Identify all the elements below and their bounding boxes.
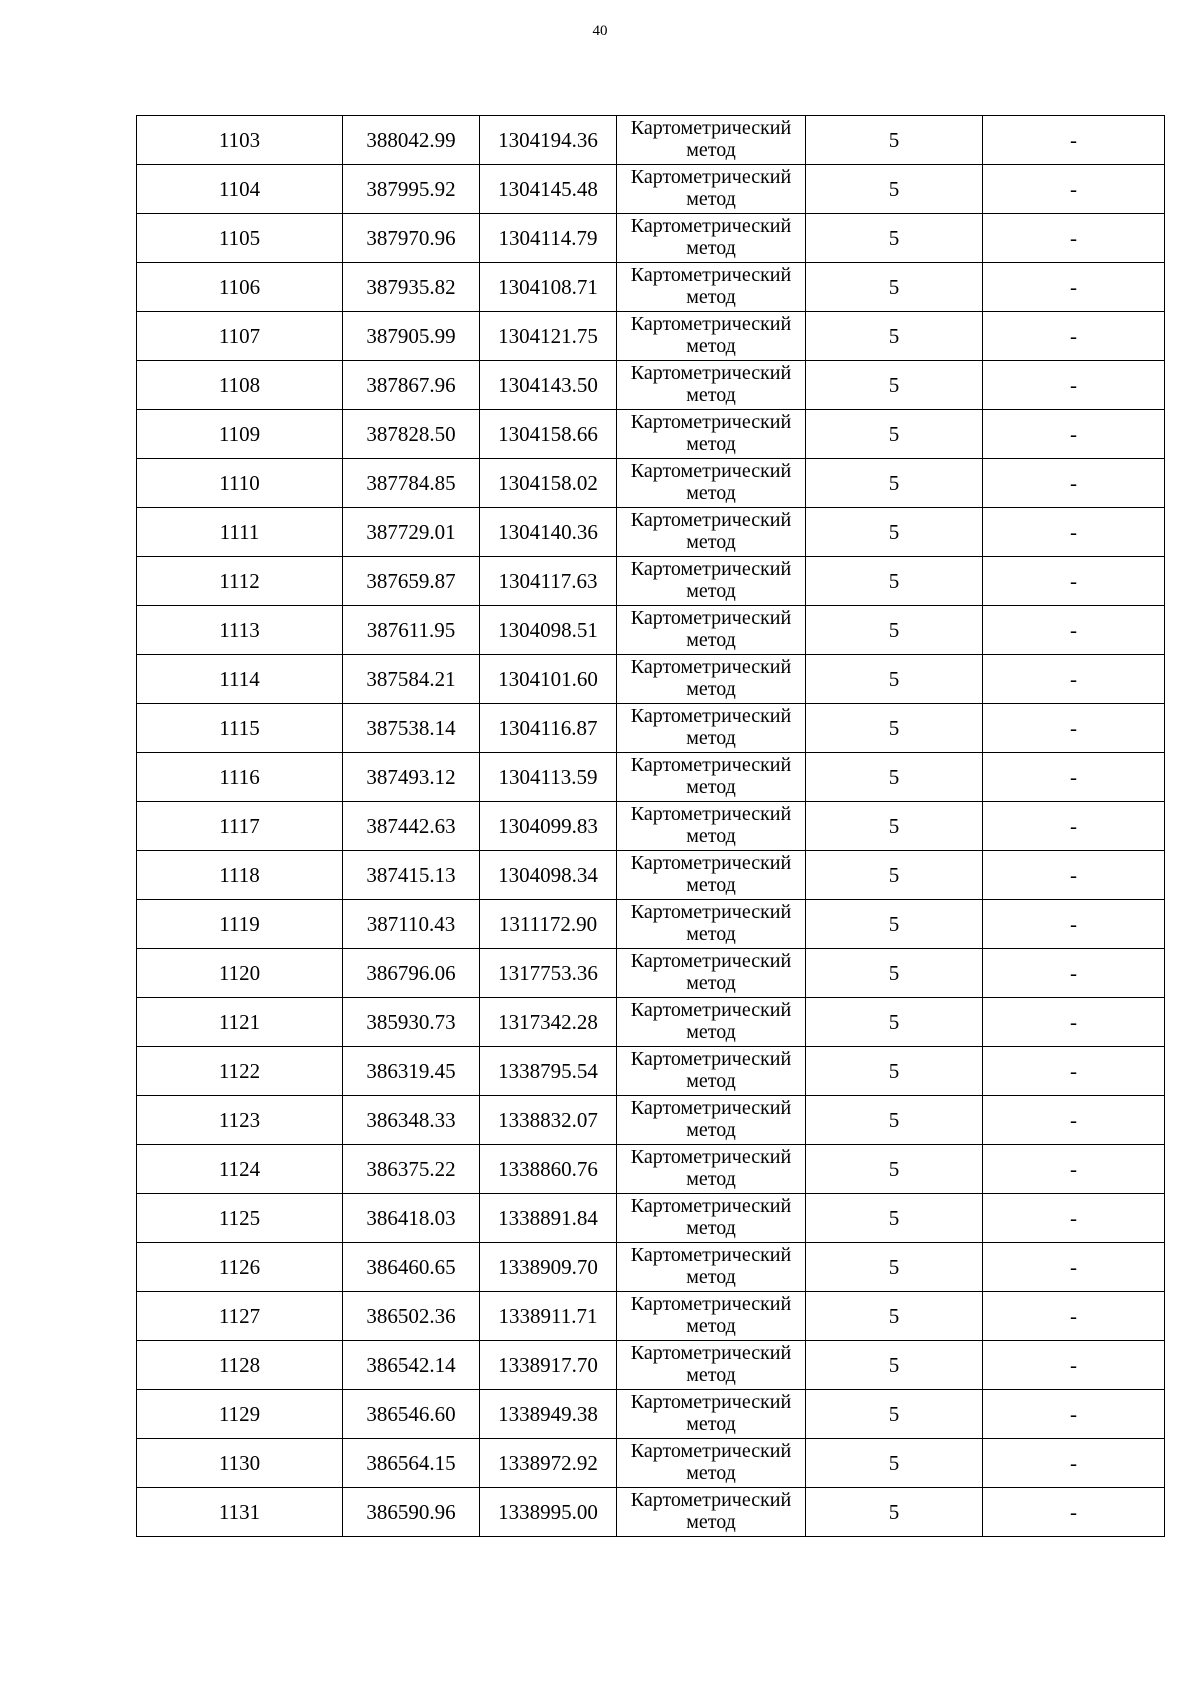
y-coordinate-cell: 1304108.71: [480, 263, 617, 312]
method-text-line: метод: [686, 335, 736, 357]
method-text-line: Картометрический: [630, 215, 792, 237]
x-coordinate-cell: 386796.06: [343, 949, 480, 998]
method-text-line: метод: [686, 1021, 736, 1043]
note-cell: -: [983, 704, 1165, 753]
note-cell: -: [983, 165, 1165, 214]
precision-cell: 5: [806, 753, 983, 802]
method-cell: [617, 459, 806, 508]
x-coordinate-cell: 387905.99: [343, 312, 480, 361]
x-coordinate-cell: 386546.60: [343, 1390, 480, 1439]
table-row: [137, 214, 1165, 263]
method-text-line: Картометрический: [630, 362, 792, 384]
method-text-line: метод: [686, 531, 736, 553]
note-cell: -: [983, 1488, 1165, 1537]
method-cell: [617, 1096, 806, 1145]
table-row: [137, 753, 1165, 802]
method-text-line: метод: [686, 237, 736, 259]
x-coordinate-cell: 387493.12: [343, 753, 480, 802]
y-coordinate-cell: 1338972.92: [480, 1439, 617, 1488]
method-cell: [617, 704, 806, 753]
y-coordinate-cell: 1304098.34: [480, 851, 617, 900]
method-cell: [617, 1243, 806, 1292]
y-coordinate-cell: 1304114.79: [480, 214, 617, 263]
method-text-line: метод: [686, 678, 736, 700]
method-text-line: метод: [686, 1462, 736, 1484]
method-text-line: Картометрический: [630, 166, 792, 188]
x-coordinate-cell: 386319.45: [343, 1047, 480, 1096]
method-text-line: метод: [686, 1413, 736, 1435]
method-text-line: метод: [686, 972, 736, 994]
method-text-line: метод: [686, 139, 736, 161]
y-coordinate-cell: 1338832.07: [480, 1096, 617, 1145]
precision-cell: 5: [806, 1439, 983, 1488]
method-cell: [617, 1145, 806, 1194]
y-coordinate-cell: 1338995.00: [480, 1488, 617, 1537]
method-text-line: метод: [686, 384, 736, 406]
x-coordinate-cell: 387729.01: [343, 508, 480, 557]
precision-cell: 5: [806, 1292, 983, 1341]
method-text-line: Картометрический: [630, 117, 792, 139]
note-cell: -: [983, 312, 1165, 361]
y-coordinate-cell: 1304101.60: [480, 655, 617, 704]
x-coordinate-cell: 387584.21: [343, 655, 480, 704]
x-coordinate-cell: 386348.33: [343, 1096, 480, 1145]
precision-cell: 5: [806, 1096, 983, 1145]
method-cell: [617, 214, 806, 263]
y-coordinate-cell: 1338911.71: [480, 1292, 617, 1341]
method-text-line: метод: [686, 482, 736, 504]
precision-cell: 5: [806, 459, 983, 508]
method-text-line: Картометрический: [630, 1342, 792, 1364]
table-row: [137, 1390, 1165, 1439]
precision-cell: 5: [806, 802, 983, 851]
x-coordinate-cell: 386542.14: [343, 1341, 480, 1390]
table-row: [137, 1488, 1165, 1537]
method-text-line: метод: [686, 1119, 736, 1141]
precision-cell: 5: [806, 1390, 983, 1439]
table-row: [137, 1145, 1165, 1194]
method-text-line: метод: [686, 874, 736, 896]
table-row: [137, 508, 1165, 557]
note-cell: -: [983, 214, 1165, 263]
point-number-cell: 1116: [137, 753, 343, 802]
point-number-cell: 1127: [137, 1292, 343, 1341]
point-number-cell: 1105: [137, 214, 343, 263]
method-text-line: Картометрический: [630, 1146, 792, 1168]
y-coordinate-cell: 1338860.76: [480, 1145, 617, 1194]
y-coordinate-cell: 1304140.36: [480, 508, 617, 557]
point-number-cell: 1128: [137, 1341, 343, 1390]
note-cell: -: [983, 1047, 1165, 1096]
x-coordinate-cell: 388042.99: [343, 116, 480, 165]
note-cell: -: [983, 1145, 1165, 1194]
point-number-cell: 1122: [137, 1047, 343, 1096]
method-text-line: Картометрический: [630, 950, 792, 972]
method-text-line: Картометрический: [630, 1489, 792, 1511]
x-coordinate-cell: 387659.87: [343, 557, 480, 606]
method-cell: [617, 116, 806, 165]
table-row: [137, 1292, 1165, 1341]
x-coordinate-cell: 387935.82: [343, 263, 480, 312]
y-coordinate-cell: 1338891.84: [480, 1194, 617, 1243]
page-number: 40: [592, 23, 608, 39]
method-cell: [617, 1341, 806, 1390]
method-text-line: метод: [686, 188, 736, 210]
precision-cell: 5: [806, 900, 983, 949]
table-row: [137, 704, 1165, 753]
precision-cell: 5: [806, 116, 983, 165]
point-number-cell: 1113: [137, 606, 343, 655]
coordinates-table: [136, 115, 1165, 1537]
method-text-line: Картометрический: [630, 411, 792, 433]
point-number-cell: 1110: [137, 459, 343, 508]
point-number-cell: 1118: [137, 851, 343, 900]
x-coordinate-cell: 387995.92: [343, 165, 480, 214]
x-coordinate-cell: 387611.95: [343, 606, 480, 655]
method-text-line: метод: [686, 1168, 736, 1190]
x-coordinate-cell: 386418.03: [343, 1194, 480, 1243]
note-cell: -: [983, 1292, 1165, 1341]
x-coordinate-cell: 387442.63: [343, 802, 480, 851]
note-cell: -: [983, 361, 1165, 410]
precision-cell: 5: [806, 655, 983, 704]
precision-cell: 5: [806, 263, 983, 312]
x-coordinate-cell: 386564.15: [343, 1439, 480, 1488]
method-text-line: метод: [686, 1364, 736, 1386]
method-text-line: Картометрический: [630, 852, 792, 874]
table-row: [137, 116, 1165, 165]
method-cell: [617, 557, 806, 606]
point-number-cell: 1120: [137, 949, 343, 998]
method-text-line: Картометрический: [630, 1293, 792, 1315]
point-number-cell: 1129: [137, 1390, 343, 1439]
method-text-line: метод: [686, 433, 736, 455]
method-text-line: Картометрический: [630, 1195, 792, 1217]
method-text-line: Картометрический: [630, 558, 792, 580]
method-cell: [617, 1488, 806, 1537]
x-coordinate-cell: 387970.96: [343, 214, 480, 263]
method-cell: [617, 1390, 806, 1439]
table-row: [137, 1096, 1165, 1145]
method-cell: [617, 753, 806, 802]
method-text-line: Картометрический: [630, 1244, 792, 1266]
y-coordinate-cell: 1338795.54: [480, 1047, 617, 1096]
method-text-line: Картометрический: [630, 509, 792, 531]
table-row: [137, 1194, 1165, 1243]
method-cell: [617, 312, 806, 361]
x-coordinate-cell: 387110.43: [343, 900, 480, 949]
precision-cell: 5: [806, 1047, 983, 1096]
point-number-cell: 1123: [137, 1096, 343, 1145]
method-text-line: метод: [686, 286, 736, 308]
precision-cell: 5: [806, 1341, 983, 1390]
table-row: [137, 1341, 1165, 1390]
method-cell: [617, 410, 806, 459]
table-row: [137, 655, 1165, 704]
method-text-line: Картометрический: [630, 1440, 792, 1462]
note-cell: -: [983, 998, 1165, 1047]
x-coordinate-cell: 386460.65: [343, 1243, 480, 1292]
point-number-cell: 1104: [137, 165, 343, 214]
y-coordinate-cell: 1304121.75: [480, 312, 617, 361]
method-text-line: Картометрический: [630, 1097, 792, 1119]
note-cell: -: [983, 1194, 1165, 1243]
y-coordinate-cell: 1317753.36: [480, 949, 617, 998]
y-coordinate-cell: 1304143.50: [480, 361, 617, 410]
note-cell: -: [983, 508, 1165, 557]
point-number-cell: 1109: [137, 410, 343, 459]
note-cell: -: [983, 1096, 1165, 1145]
method-text-line: метод: [686, 727, 736, 749]
method-cell: [617, 1047, 806, 1096]
method-text-line: Картометрический: [630, 999, 792, 1021]
point-number-cell: 1130: [137, 1439, 343, 1488]
note-cell: -: [983, 1439, 1165, 1488]
method-text-line: метод: [686, 1070, 736, 1092]
method-text-line: метод: [686, 923, 736, 945]
method-text-line: метод: [686, 629, 736, 651]
point-number-cell: 1115: [137, 704, 343, 753]
method-text-line: метод: [686, 1315, 736, 1337]
precision-cell: 5: [806, 214, 983, 263]
method-cell: [617, 655, 806, 704]
note-cell: -: [983, 459, 1165, 508]
note-cell: -: [983, 900, 1165, 949]
method-text-line: Картометрический: [630, 1391, 792, 1413]
table-row: [137, 459, 1165, 508]
table-row: [137, 949, 1165, 998]
method-text-line: метод: [686, 1511, 736, 1533]
x-coordinate-cell: 387867.96: [343, 361, 480, 410]
note-cell: -: [983, 753, 1165, 802]
point-number-cell: 1114: [137, 655, 343, 704]
note-cell: -: [983, 802, 1165, 851]
method-cell: [617, 1194, 806, 1243]
table-row: [137, 1243, 1165, 1292]
y-coordinate-cell: 1304117.63: [480, 557, 617, 606]
x-coordinate-cell: 387538.14: [343, 704, 480, 753]
method-text-line: Картометрический: [630, 313, 792, 335]
method-cell: [617, 508, 806, 557]
precision-cell: 5: [806, 1194, 983, 1243]
method-text-line: Картометрический: [630, 607, 792, 629]
table-row: [137, 606, 1165, 655]
precision-cell: 5: [806, 949, 983, 998]
note-cell: -: [983, 410, 1165, 459]
y-coordinate-cell: 1311172.90: [480, 900, 617, 949]
method-text-line: Картометрический: [630, 754, 792, 776]
note-cell: -: [983, 1243, 1165, 1292]
method-text-line: Картометрический: [630, 460, 792, 482]
point-number-cell: 1112: [137, 557, 343, 606]
method-cell: [617, 949, 806, 998]
y-coordinate-cell: 1338949.38: [480, 1390, 617, 1439]
note-cell: -: [983, 1341, 1165, 1390]
method-text-line: метод: [686, 776, 736, 798]
table-row: [137, 998, 1165, 1047]
y-coordinate-cell: 1304194.36: [480, 116, 617, 165]
table-row: [137, 165, 1165, 214]
y-coordinate-cell: 1304158.02: [480, 459, 617, 508]
table-row: [137, 1047, 1165, 1096]
note-cell: -: [983, 116, 1165, 165]
method-cell: [617, 851, 806, 900]
x-coordinate-cell: 387415.13: [343, 851, 480, 900]
y-coordinate-cell: 1304098.51: [480, 606, 617, 655]
x-coordinate-cell: 387784.85: [343, 459, 480, 508]
note-cell: -: [983, 655, 1165, 704]
x-coordinate-cell: 386590.96: [343, 1488, 480, 1537]
x-coordinate-cell: 387828.50: [343, 410, 480, 459]
x-coordinate-cell: 385930.73: [343, 998, 480, 1047]
table-row: [137, 557, 1165, 606]
table-row: [137, 263, 1165, 312]
point-number-cell: 1108: [137, 361, 343, 410]
method-cell: [617, 361, 806, 410]
y-coordinate-cell: 1304145.48: [480, 165, 617, 214]
method-cell: [617, 165, 806, 214]
method-cell: [617, 802, 806, 851]
note-cell: -: [983, 557, 1165, 606]
y-coordinate-cell: 1304099.83: [480, 802, 617, 851]
table-row: [137, 1439, 1165, 1488]
point-number-cell: 1111: [137, 508, 343, 557]
method-text-line: Картометрический: [630, 705, 792, 727]
y-coordinate-cell: 1317342.28: [480, 998, 617, 1047]
y-coordinate-cell: 1304116.87: [480, 704, 617, 753]
point-number-cell: 1103: [137, 116, 343, 165]
note-cell: -: [983, 263, 1165, 312]
method-cell: [617, 900, 806, 949]
point-number-cell: 1125: [137, 1194, 343, 1243]
precision-cell: 5: [806, 361, 983, 410]
method-text-line: Картометрический: [630, 264, 792, 286]
note-cell: -: [983, 1390, 1165, 1439]
table-row: [137, 312, 1165, 361]
precision-cell: 5: [806, 1243, 983, 1292]
point-number-cell: 1121: [137, 998, 343, 1047]
precision-cell: 5: [806, 557, 983, 606]
x-coordinate-cell: 386502.36: [343, 1292, 480, 1341]
note-cell: -: [983, 851, 1165, 900]
method-text-line: Картометрический: [630, 901, 792, 923]
point-number-cell: 1126: [137, 1243, 343, 1292]
method-cell: [617, 1292, 806, 1341]
method-text-line: Картометрический: [630, 1048, 792, 1070]
precision-cell: 5: [806, 312, 983, 361]
point-number-cell: 1124: [137, 1145, 343, 1194]
table-row: [137, 802, 1165, 851]
y-coordinate-cell: 1338917.70: [480, 1341, 617, 1390]
precision-cell: 5: [806, 1488, 983, 1537]
method-cell: [617, 263, 806, 312]
point-number-cell: 1107: [137, 312, 343, 361]
coordinates-table-body: [137, 116, 1165, 1537]
table-row: [137, 410, 1165, 459]
point-number-cell: 1119: [137, 900, 343, 949]
table-row: [137, 851, 1165, 900]
precision-cell: 5: [806, 998, 983, 1047]
precision-cell: 5: [806, 704, 983, 753]
method-text-line: метод: [686, 825, 736, 847]
precision-cell: 5: [806, 410, 983, 459]
precision-cell: 5: [806, 606, 983, 655]
point-number-cell: 1117: [137, 802, 343, 851]
table-row: [137, 900, 1165, 949]
method-cell: [617, 1439, 806, 1488]
precision-cell: 5: [806, 851, 983, 900]
precision-cell: 5: [806, 1145, 983, 1194]
method-text-line: метод: [686, 580, 736, 602]
method-text-line: Картометрический: [630, 656, 792, 678]
note-cell: -: [983, 606, 1165, 655]
table-row: [137, 361, 1165, 410]
point-number-cell: 1131: [137, 1488, 343, 1537]
method-text-line: метод: [686, 1217, 736, 1239]
note-cell: -: [983, 949, 1165, 998]
y-coordinate-cell: 1304113.59: [480, 753, 617, 802]
y-coordinate-cell: 1338909.70: [480, 1243, 617, 1292]
x-coordinate-cell: 386375.22: [343, 1145, 480, 1194]
precision-cell: 5: [806, 165, 983, 214]
method-cell: [617, 998, 806, 1047]
method-text-line: метод: [686, 1266, 736, 1288]
method-text-line: Картометрический: [630, 803, 792, 825]
point-number-cell: 1106: [137, 263, 343, 312]
precision-cell: 5: [806, 508, 983, 557]
method-cell: [617, 606, 806, 655]
y-coordinate-cell: 1304158.66: [480, 410, 617, 459]
